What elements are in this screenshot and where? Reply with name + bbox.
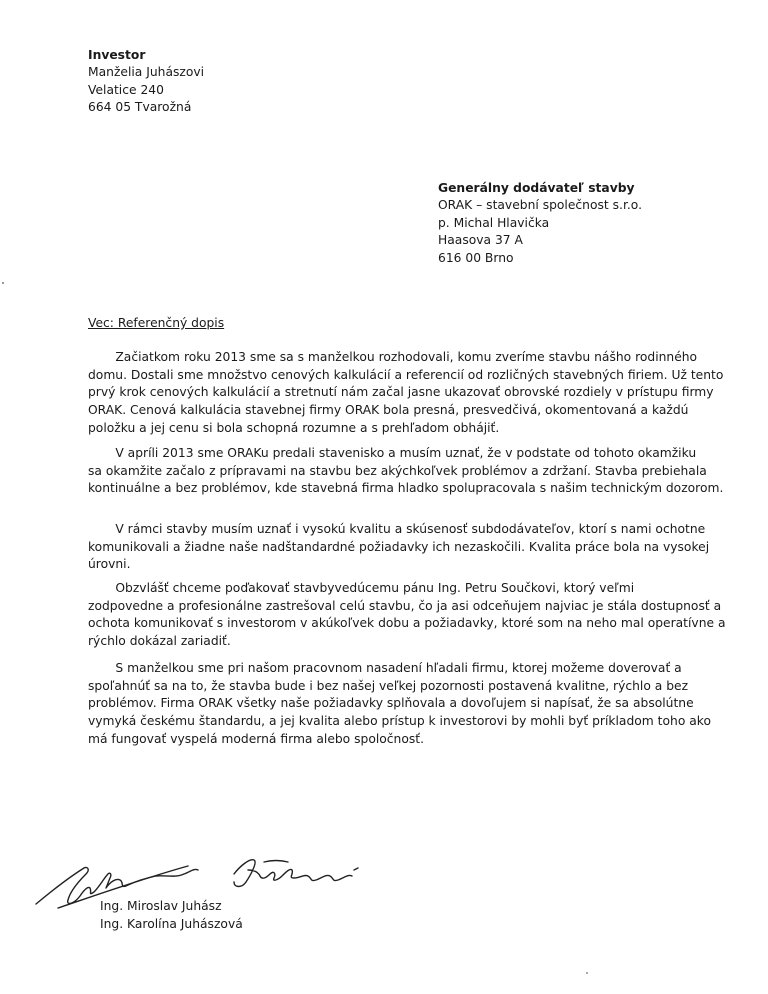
paragraph-line: sa okamžite začalo z prípravami na stavbu bez akýchkoľvek problémov a zdržaní. Stavba prebiehala bbox=[88, 463, 707, 478]
paragraph-line: zodpovedne a profesionálne zastrešoval celú stavbu, čo ja asi odceňujem najviac je stála dostupnosť a bbox=[88, 598, 722, 613]
scan-speck bbox=[2, 282, 4, 284]
paragraph-line: Obzvlášť chceme poďakovať stavbyvedúcemu pánu Ing. Petru Součkovi, ktorý veľmi bbox=[88, 581, 635, 595]
investor-address-block bbox=[88, 47, 204, 117]
paragraph-line: spoľahnúť sa na to, že stavba bude i bez našej veľkej pozornosti postavená kvalitne, rýchlo a bez bbox=[88, 678, 689, 693]
paragraph-4 bbox=[88, 580, 726, 651]
contractor-city: 616 00 Brno bbox=[438, 250, 514, 265]
paragraph-line: položku a jej cenu si bola schopná rozumne a s prehľadom obhájiť. bbox=[88, 420, 500, 435]
paragraph-line: úrovni. bbox=[88, 557, 131, 572]
contractor-street: Haasova 37 A bbox=[438, 233, 523, 248]
paragraph-line: ochota komunikovať s investorom v akúkoľvek dobu a požiadavky, ktoré som na neho mal operatívne a bbox=[88, 616, 726, 631]
signers-block bbox=[100, 898, 243, 933]
paragraph-line: rýchlo dokázal zariadiť. bbox=[88, 634, 231, 649]
investor-name: Manželia Juhászovi bbox=[88, 65, 205, 80]
paragraph-1 bbox=[88, 349, 724, 438]
investor-city: 664 05 Tvarožná bbox=[88, 100, 192, 115]
contractor-address-block bbox=[438, 180, 642, 267]
paragraph-2 bbox=[88, 445, 724, 498]
paragraph-line: vymyká českému štandardu, a jej kvalita alebo prístup k investorovi by mohli byť príkladom toho ako bbox=[88, 714, 711, 729]
paragraph-line: V rámci stavby musím uznať i vysokú kvalitu a skúsenosť subdodávateľov, ktorí s nami ochotne bbox=[88, 522, 706, 536]
paragraph-line: prvý krok cenových kalkulácií a stretnutí nám začal jasne ukazovať obrovské rozdiely v prístupu firmy bbox=[88, 385, 714, 400]
contractor-contact: p. Michal Hlavička bbox=[438, 215, 550, 230]
paragraph-line: ORAK. Cenová kalkulácia stavebnej firmy ORAK bola presná, presvedčivá, okomentovaná a každú bbox=[88, 403, 689, 418]
signer-karolina: Ing. Karolína Juhászová bbox=[100, 916, 243, 931]
paragraph-line: V apríli 2013 sme ORAKu predali stavenisko a musím uznať, že v podstate od tohoto okamžiku bbox=[88, 446, 697, 460]
subject-line: Vec: Referenčný dopis bbox=[88, 316, 225, 330]
paragraph-3 bbox=[88, 521, 710, 574]
paragraph-line: domu. Dostali sme množstvo cenových kalkulácií a referencií od rozličných stavebných firiem. Už tento bbox=[88, 367, 724, 382]
paragraph-line: má fungovať vyspelá moderná firma alebo spoločnosť. bbox=[88, 731, 425, 746]
investor-heading: Investor bbox=[88, 48, 146, 62]
signer-miroslav: Ing. Miroslav Juhász bbox=[100, 899, 222, 913]
investor-street: Velatice 240 bbox=[88, 82, 164, 97]
paragraph-line: kontinuálne a bez problémov, kde stavebná firma hladko spolupracovala s našim technickým dozorom. bbox=[88, 481, 724, 496]
paragraph-line: problémov. Firma ORAK všetky naše požiadavky splňovala a dovoľujem si napísať, že sa absolútne bbox=[88, 696, 694, 711]
signature-karolina bbox=[234, 860, 352, 887]
paragraph-line: S manželkou sme pri našom pracovnom nasadení hľadali firmu, ktorej možeme doverovať a bbox=[88, 661, 682, 675]
scan-speck bbox=[586, 972, 588, 974]
paragraph-line: Začiatkom roku 2013 sme sa s manželkou rozhodovali, komu zveríme stavbu nášho rodinného bbox=[88, 350, 698, 364]
paragraph-line: komunikovali a žiadne naše nadštandardné požiadavky ich nezaskočili. Kvalita práce bola na vysokej bbox=[88, 539, 710, 554]
contractor-heading: Generálny dodávateľ stavby bbox=[438, 181, 635, 195]
paragraph-5 bbox=[88, 660, 711, 749]
contractor-company: ORAK – stavební společnost s.r.o. bbox=[438, 198, 642, 213]
